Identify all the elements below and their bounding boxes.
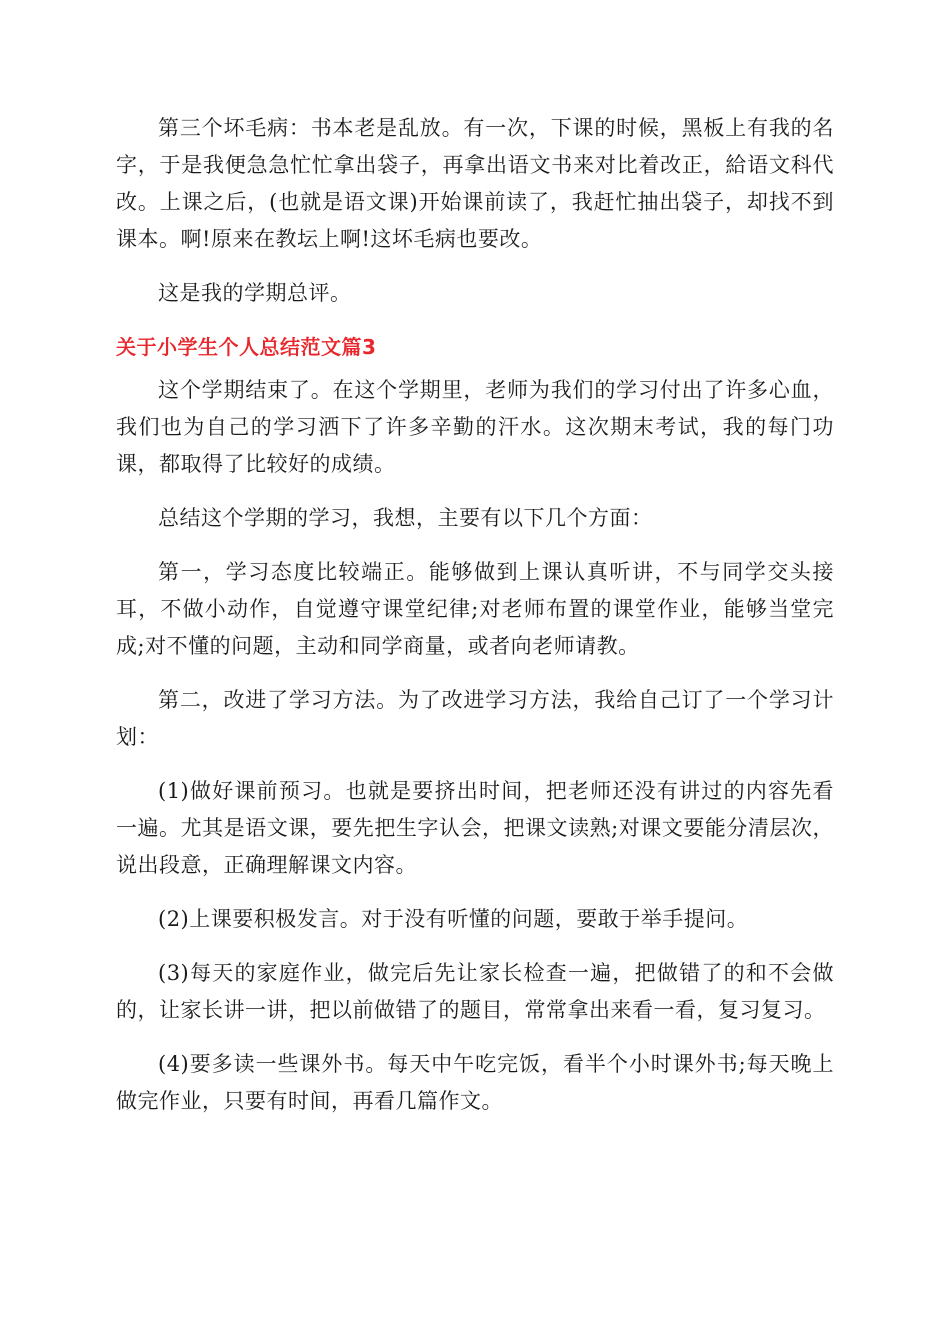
paragraph-plan-3: (3)每天的家庭作业，做完后先让家长检查一遍，把做错了的和不会做的，让家长讲一讲，把以前做错了的题目，常常拿出来看一看，复习复习。 xyxy=(116,961,834,1022)
paragraph-semester-review: 这是我的学期总评。 xyxy=(158,281,352,305)
paragraph-plan-2: (2)上课要积极发言。对于没有听懂的问题，要敢于举手提问。 xyxy=(158,907,749,931)
section-heading: 关于小学生个人总结范文篇3 xyxy=(116,335,377,359)
paragraph-attitude: 第一，学习态度比较端正。能够做到上课认真听讲，不与同学交头接耳，不做小动作，自觉遵守课堂纪律;对老师布置的课堂作业，能够当堂完成;对不懂的问题，主动和同学商量，或者向老师请教。 xyxy=(116,560,834,658)
paragraph-semester-end: 这个学期结束了。在这个学期里，老师为我们的学习付出了许多心血，我们也为自己的学习洒下了许多辛勤的汗水。这次期末考试，我的每门功课，都取得了比较好的成绩。 xyxy=(116,378,834,476)
paragraph-method: 第二，改进了学习方法。为了改进学习方法，我给自己订了一个学习计划： xyxy=(116,688,834,749)
paragraph-plan-4: (4)要多读一些课外书。每天中午吃完饭，看半个小时课外书;每天晚上做完作业，只要有时间，再看几篇作文。 xyxy=(116,1052,834,1113)
paragraph-summary-intro: 总结这个学期的学习，我想，主要有以下几个方面： xyxy=(158,506,653,530)
paragraph-plan-1: (1)做好课前预习。也就是要挤出时间，把老师还没有讲过的内容先看一遍。尤其是语文课，要先把生字认会，把课文读熟;对课文要能分清层次，说出段意，正确理解课文内容。 xyxy=(116,779,834,877)
paragraph-bad-habit-3: 第三个坏毛病：书本老是乱放。有一次，下课的时候，黑板上有我的名字，于是我便急急忙忙拿出袋子，再拿出语文书来对比着改正，給语文科代改。上课之后，(也就是语文课)开始课前读了，我赶忙抽出袋子，却找不到课本。啊!原来在教坛上啊!这坏毛病也要改。 xyxy=(116,116,834,251)
